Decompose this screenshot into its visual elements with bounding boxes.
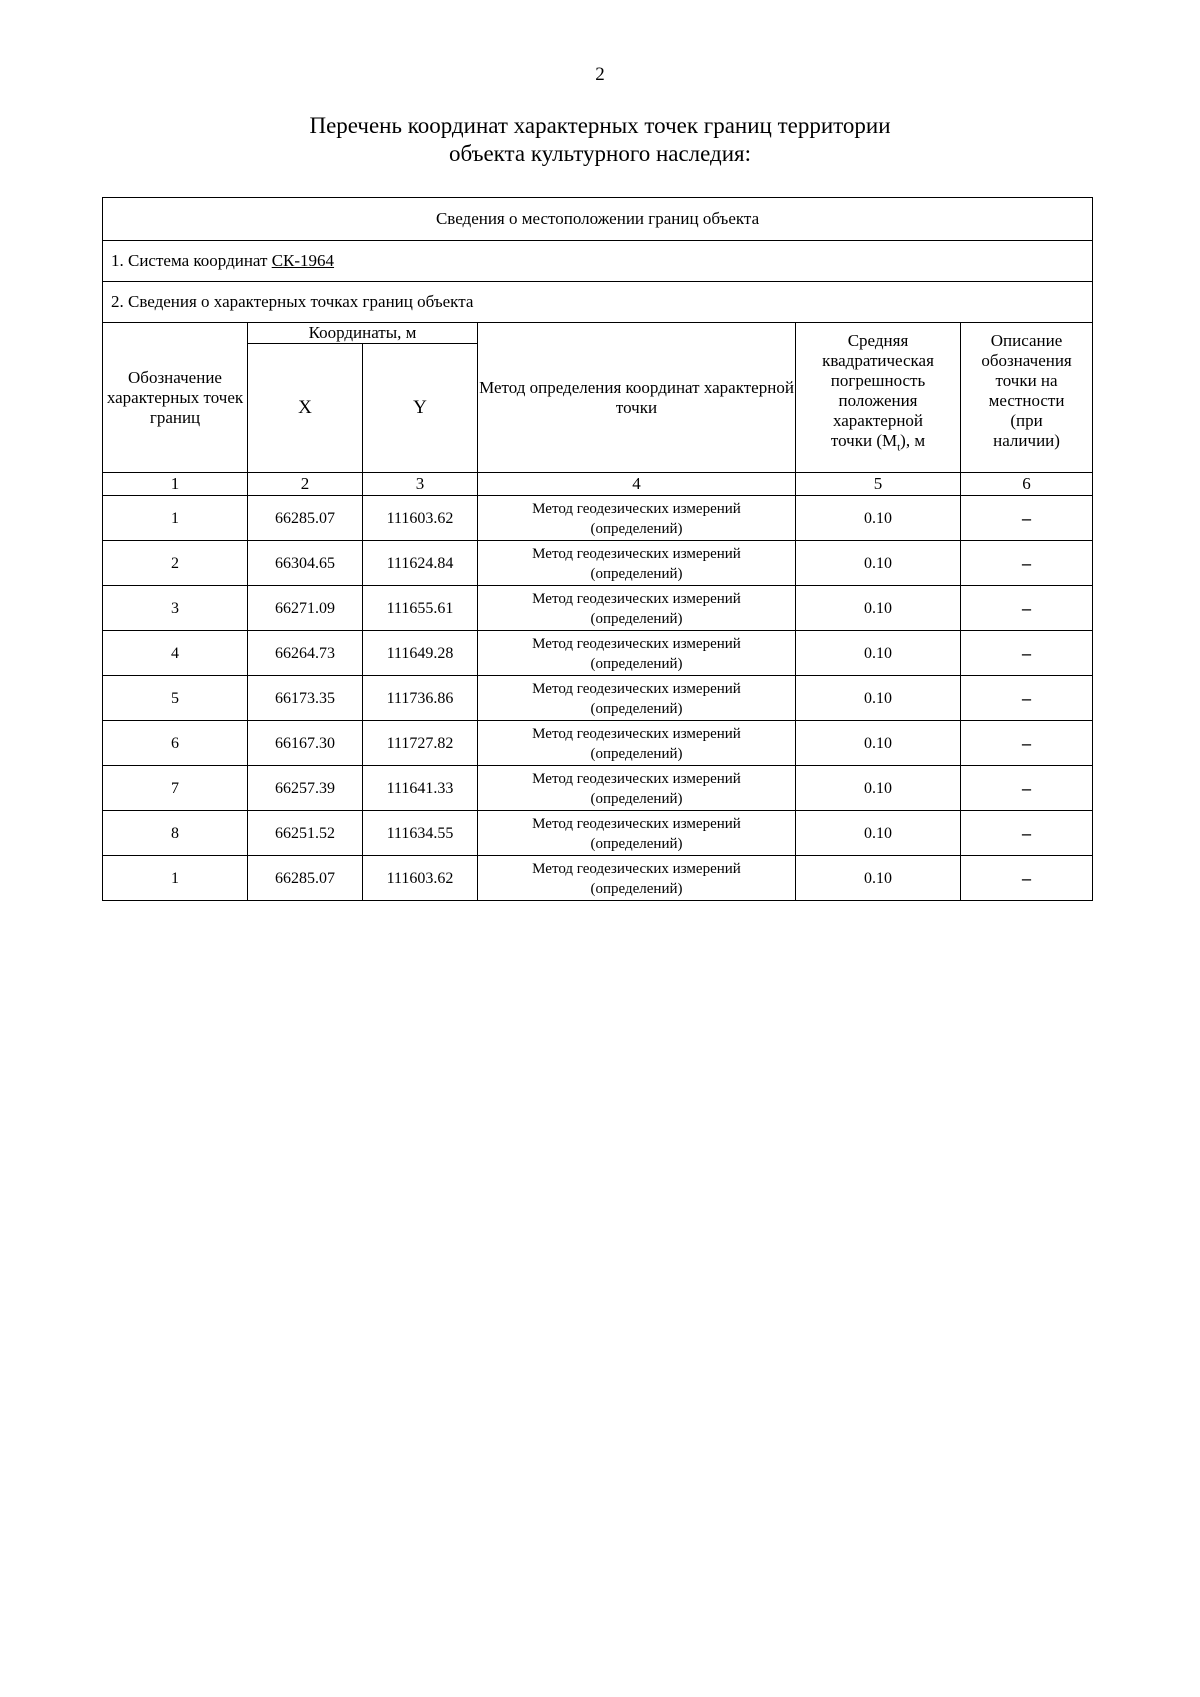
- header-coordinates: Координаты, м: [248, 323, 478, 344]
- column-number-2: 2: [248, 473, 363, 496]
- method-cell: [478, 631, 796, 676]
- point-number-cell: 4: [103, 631, 248, 676]
- error-cell: 0.10: [796, 811, 961, 856]
- error-cell: 0.10: [796, 766, 961, 811]
- column-number-6: 6: [961, 473, 1093, 496]
- column-number-3: 3: [363, 473, 478, 496]
- method-line-2: (определений): [590, 835, 683, 852]
- method-line-1: Метод геодезических измерений: [532, 500, 741, 517]
- header-description: Описание обозначения точки на местности (при наличии): [961, 323, 1093, 473]
- x-coordinate-cell: 66285.07: [248, 496, 363, 541]
- y-coordinate-cell: 111736.86: [363, 676, 478, 721]
- method-line-1: Метод геодезических измерений: [532, 770, 741, 787]
- method-line-1: Метод геодезических измерений: [532, 815, 741, 832]
- title-line-2: объекта культурного наследия:: [448, 141, 752, 166]
- column-number-1: 1: [103, 473, 248, 496]
- error-cell: 0.10: [796, 541, 961, 586]
- y-coordinate-cell: 111727.82: [363, 721, 478, 766]
- y-coordinate-cell: 111603.62: [363, 856, 478, 901]
- method-line-2: (определений): [590, 700, 683, 717]
- method-cell: [478, 811, 796, 856]
- title-line-1: Перечень координат характерных точек границ территории: [309, 113, 891, 138]
- method-line-1: Метод геодезических измерений: [532, 725, 741, 742]
- error-cell: 0.10: [796, 676, 961, 721]
- coordinates-table: [102, 197, 1093, 901]
- method-line-2: (определений): [590, 565, 683, 582]
- method-line-1: Метод геодезических измерений: [532, 680, 741, 697]
- method-cell: [478, 586, 796, 631]
- point-number-cell: 6: [103, 721, 248, 766]
- x-coordinate-cell: 66304.65: [248, 541, 363, 586]
- description-cell: –: [961, 631, 1093, 676]
- y-coordinate-cell: 111655.61: [363, 586, 478, 631]
- x-coordinate-cell: 66264.73: [248, 631, 363, 676]
- table-row: [103, 856, 1093, 901]
- page-number: 2: [595, 64, 605, 85]
- table-row: [103, 541, 1093, 586]
- description-cell: –: [961, 586, 1093, 631]
- point-number-cell: 8: [103, 811, 248, 856]
- description-cell: –: [961, 496, 1093, 541]
- y-coordinate-cell: 111603.62: [363, 496, 478, 541]
- description-cell: –: [961, 766, 1093, 811]
- coordinate-system-row: [103, 241, 1093, 282]
- column-number-4: 4: [478, 473, 796, 496]
- point-number-cell: 1: [103, 496, 248, 541]
- y-coordinate-cell: 111649.28: [363, 631, 478, 676]
- method-cell: [478, 541, 796, 586]
- error-cell: 0.10: [796, 721, 961, 766]
- table-row: [103, 721, 1093, 766]
- description-cell: –: [961, 721, 1093, 766]
- description-cell: –: [961, 541, 1093, 586]
- table-row: [103, 496, 1093, 541]
- y-coordinate-cell: 111634.55: [363, 811, 478, 856]
- x-coordinate-cell: 66167.30: [248, 721, 363, 766]
- method-line-2: (определений): [590, 655, 683, 672]
- x-coordinate-cell: 66285.07: [248, 856, 363, 901]
- table-banner: Сведения о местоположении границ объекта: [103, 198, 1093, 241]
- method-line-1: Метод геодезических измерений: [532, 635, 741, 652]
- error-cell: 0.10: [796, 631, 961, 676]
- table-row: [103, 676, 1093, 721]
- header-designation: Обозначение характерных точек границ: [103, 323, 248, 473]
- error-cell: 0.10: [796, 856, 961, 901]
- x-coordinate-cell: 66251.52: [248, 811, 363, 856]
- x-coordinate-cell: 66173.35: [248, 676, 363, 721]
- table-row: [103, 631, 1093, 676]
- point-number-cell: 3: [103, 586, 248, 631]
- method-line-2: (определений): [590, 790, 683, 807]
- method-line-1: Метод геодезических измерений: [532, 860, 741, 877]
- table-row: [103, 811, 1093, 856]
- header-x: X: [248, 344, 363, 473]
- header-error: Средняя квадратическая погрешность положения характерной точки $(M_t)$, м: [796, 323, 961, 473]
- error-cell: 0.10: [796, 496, 961, 541]
- point-number-cell: 1: [103, 856, 248, 901]
- description-cell: –: [961, 856, 1093, 901]
- method-cell: [478, 856, 796, 901]
- points-section-heading: 2. Сведения о характерных точках границ объекта: [103, 282, 1093, 323]
- point-number-cell: 5: [103, 676, 248, 721]
- description-cell: –: [961, 676, 1093, 721]
- y-coordinate-cell: 111641.33: [363, 766, 478, 811]
- document-title: [0, 112, 1200, 168]
- method-line-2: (определений): [590, 520, 683, 537]
- description-cell: –: [961, 811, 1093, 856]
- point-number-cell: 7: [103, 766, 248, 811]
- method-cell: [478, 496, 796, 541]
- coordinate-system-label: 1. Система координат: [111, 251, 272, 270]
- method-cell: [478, 676, 796, 721]
- method-cell: [478, 766, 796, 811]
- method-line-2: (определений): [590, 610, 683, 627]
- column-number-5: 5: [796, 473, 961, 496]
- table-row: [103, 766, 1093, 811]
- method-cell: [478, 721, 796, 766]
- coordinate-system-value: СК-1964: [271, 251, 335, 270]
- method-line-2: (определений): [590, 880, 683, 897]
- point-number-cell: 2: [103, 541, 248, 586]
- x-coordinate-cell: 66271.09: [248, 586, 363, 631]
- error-cell: 0.10: [796, 586, 961, 631]
- method-line-1: Метод геодезических измерений: [532, 545, 741, 562]
- header-method: Метод определения координат характерной точки: [478, 323, 796, 473]
- x-coordinate-cell: 66257.39: [248, 766, 363, 811]
- header-y: Y: [363, 344, 478, 473]
- method-line-2: (определений): [590, 745, 683, 762]
- method-line-1: Метод геодезических измерений: [532, 590, 741, 607]
- y-coordinate-cell: 111624.84: [363, 541, 478, 586]
- table-row: [103, 586, 1093, 631]
